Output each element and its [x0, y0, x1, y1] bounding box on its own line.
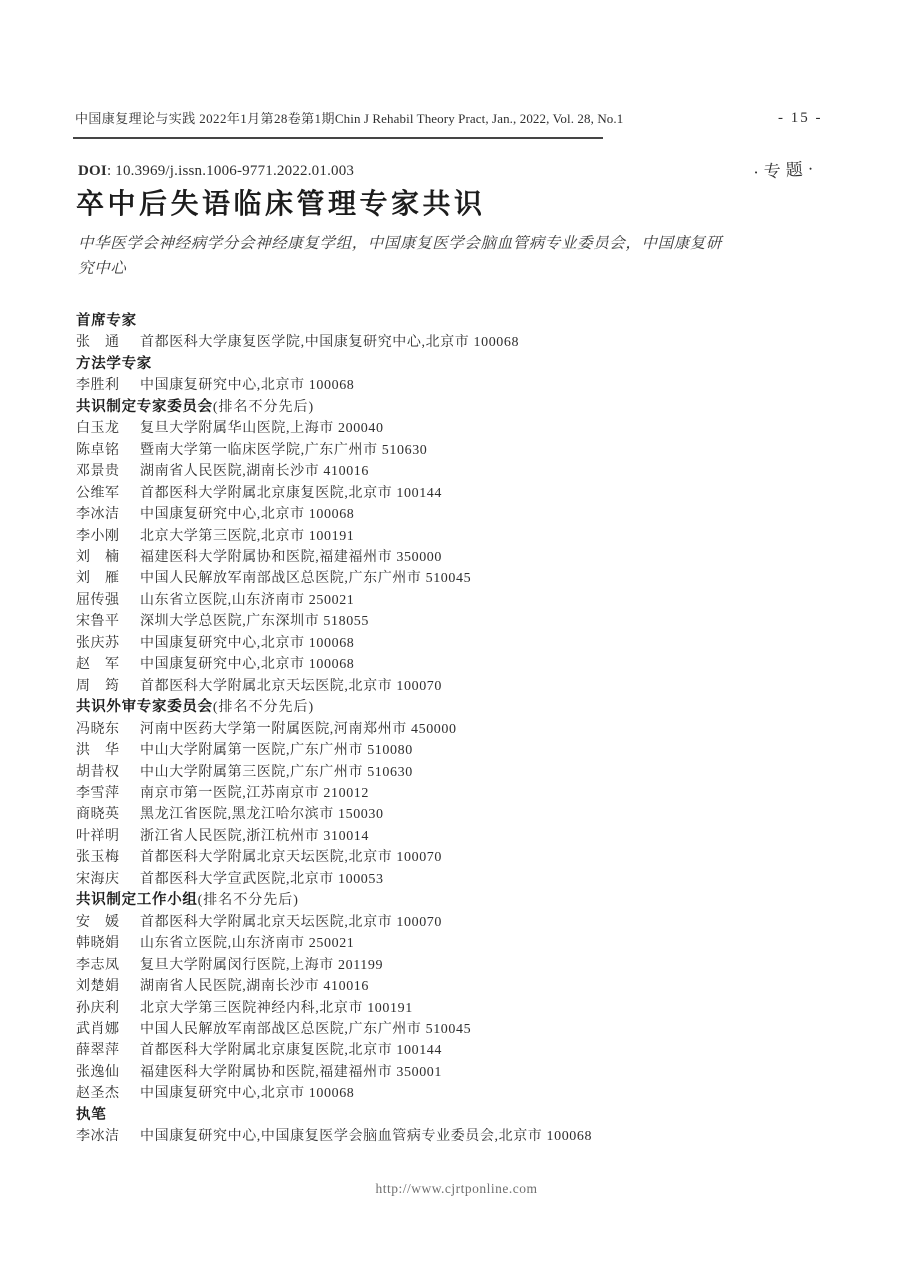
section-heading-text: 共识外审专家委员会 — [76, 699, 213, 716]
member-info: 湖南省人民医院,湖南长沙市 410016 — [140, 464, 369, 480]
member-name: 洪 华 — [76, 743, 120, 759]
member-row — [76, 762, 756, 783]
member-info: 福建医科大学附属协和医院,福建福州市 350000 — [140, 549, 442, 565]
member-name: 李小刚 — [76, 528, 120, 544]
member-info: 中山大学附属第三医院,广东广州市 510630 — [140, 764, 413, 780]
affiliation: 中华医学会神经病学分会神经康复学组，中国康复医学会脑血管病专业委员会，中国康复研究中心 — [78, 235, 723, 277]
doi-label: DOI — [78, 163, 107, 179]
member-info: 福建医科大学附属协和医院,福建福州市 350001 — [140, 1064, 442, 1080]
footer-url: http://www.cjrtponline.com — [375, 1181, 538, 1196]
journal-title-en: Chin J Rehabil Theory Pract, Jan., 2022, Vol. 28, No.1 — [334, 111, 624, 126]
member-row — [76, 1040, 756, 1061]
member-info: 中国康复研究中心,北京市 100068 — [140, 657, 355, 673]
member-row — [76, 633, 756, 654]
member-info: 首都医科大学康复医学院,中国康复研究中心,北京市 100068 — [140, 335, 520, 351]
member-info: 首都医科大学附属北京天坛医院,北京市 100070 — [140, 850, 442, 866]
member-name: 张 通 — [76, 335, 120, 351]
member-row — [76, 332, 756, 353]
member-name: 孙庆利 — [76, 1000, 120, 1016]
member-info: 北京大学第三医院,北京市 100191 — [140, 528, 355, 544]
member-name: 刘 楠 — [76, 549, 120, 565]
member-info: 山东省立医院,山东济南市 250021 — [140, 936, 355, 952]
member-row — [76, 955, 756, 976]
member-row — [76, 869, 756, 890]
member-info: 首都医科大学附属北京天坛医院,北京市 100070 — [140, 678, 442, 694]
member-name: 刘 雁 — [76, 571, 120, 587]
member-info: 暨南大学第一临床医学院,广东广州市 510630 — [140, 442, 428, 458]
member-row — [76, 998, 756, 1019]
member-info: 中国康复研究中心,北京市 100068 — [140, 1086, 355, 1102]
member-info: 深圳大学总医院,广东深圳市 518055 — [140, 614, 369, 630]
member-row — [76, 504, 756, 525]
member-name: 李志凤 — [76, 957, 120, 973]
member-row — [76, 526, 756, 547]
member-row — [76, 483, 756, 504]
member-info: 中国人民解放军南部战区总医院,广东广州市 510045 — [140, 571, 472, 587]
member-row — [76, 461, 756, 482]
section-heading-suffix: (排名不分先后) — [212, 700, 315, 716]
member-info: 黑龙江省医院,黑龙江哈尔滨市 150030 — [140, 807, 384, 823]
member-name: 商晓英 — [76, 807, 120, 823]
section-heading — [76, 890, 756, 911]
member-info: 首都医科大学附属北京康复医院,北京市 100144 — [140, 485, 442, 501]
member-row — [76, 804, 756, 825]
member-name: 张玉梅 — [76, 850, 120, 866]
roster — [76, 311, 756, 1148]
member-row — [76, 654, 756, 675]
member-name: 赵 军 — [76, 657, 120, 673]
section-heading-text: 方法学专家 — [76, 355, 152, 372]
member-name: 武肖娜 — [76, 1021, 120, 1037]
member-row — [76, 1019, 756, 1040]
member-row — [76, 440, 756, 461]
member-name: 赵圣杰 — [76, 1086, 120, 1102]
member-row — [76, 611, 756, 632]
article-title: 卒中后失语临床管理专家共识 — [76, 188, 486, 219]
member-row — [76, 418, 756, 439]
section-heading-text: 共识制定工作小组 — [76, 892, 198, 909]
member-name: 屈传强 — [76, 592, 120, 608]
section-heading-suffix: (排名不分先后) — [212, 399, 315, 415]
member-info: 河南中医药大学第一附属医院,河南郑州市 450000 — [140, 721, 457, 737]
member-info: 中山大学附属第一医院,广东广州市 510080 — [140, 743, 413, 759]
member-name: 李冰洁 — [76, 1129, 120, 1145]
member-name: 刘楚娟 — [76, 979, 120, 995]
member-row — [76, 847, 756, 868]
journal-title-cn: 中国康复理论与实践 2022年1月第28卷第1期 — [75, 111, 335, 126]
member-name: 邓景贵 — [76, 464, 120, 480]
member-info: 北京大学第三医院神经内科,北京市 100191 — [140, 1000, 413, 1016]
member-info: 山东省立医院,山东济南市 250021 — [140, 592, 355, 608]
section-heading — [76, 397, 756, 418]
member-row — [76, 933, 756, 954]
member-name: 李胜利 — [76, 378, 120, 394]
page-number: - 15 - — [778, 110, 823, 126]
member-name: 陈卓铭 — [76, 442, 120, 458]
doi-value: : 10.3969/j.issn.1006-9771.2022.01.003 — [106, 163, 355, 179]
member-name: 白玉龙 — [76, 421, 120, 437]
member-info: 中国人民解放军南部战区总医院,广东广州市 510045 — [140, 1021, 472, 1037]
member-info: 中国康复研究中心,北京市 100068 — [140, 507, 355, 523]
member-info: 湖南省人民医院,湖南长沙市 410016 — [140, 979, 369, 995]
member-row — [76, 740, 756, 761]
member-row — [76, 912, 756, 933]
member-name: 韩晓娟 — [76, 936, 120, 952]
member-row — [76, 783, 756, 804]
section-heading-text: 共识制定专家委员会 — [76, 398, 213, 415]
member-row — [76, 1083, 756, 1104]
doi-line — [78, 163, 354, 180]
member-name: 李冰洁 — [76, 507, 120, 523]
member-name: 周 筠 — [76, 678, 120, 694]
member-info: 浙江省人民医院,浙江杭州市 310014 — [140, 828, 369, 844]
section-heading — [76, 354, 756, 375]
member-row — [76, 568, 756, 589]
member-info: 南京市第一医院,江苏南京市 210012 — [140, 785, 369, 801]
member-info: 中国康复研究中心,北京市 100068 — [140, 378, 355, 394]
member-info: 首都医科大学宣武医院,北京市 100053 — [140, 871, 384, 887]
member-name: 安 媛 — [76, 914, 120, 930]
section-heading-text: 首席专家 — [76, 313, 137, 329]
member-name: 叶祥明 — [76, 828, 120, 844]
member-name: 宋鲁平 — [76, 614, 120, 630]
member-name: 薛翠萍 — [76, 1043, 120, 1059]
member-info: 中国康复研究中心,北京市 100068 — [140, 635, 355, 651]
member-name: 宋海庆 — [76, 871, 120, 887]
member-name: 张逸仙 — [76, 1064, 120, 1080]
member-info: 复旦大学附属华山医院,上海市 200040 — [140, 421, 384, 437]
header-rule — [73, 137, 603, 139]
section-heading — [76, 311, 756, 332]
member-row — [76, 375, 756, 396]
section-heading-suffix: (排名不分先后) — [197, 893, 299, 909]
member-row — [76, 719, 756, 740]
member-name: 公维军 — [76, 485, 120, 501]
section-heading-text: 执笔 — [76, 1106, 107, 1123]
member-name: 胡昔权 — [76, 764, 120, 780]
member-info: 首都医科大学附属北京天坛医院,北京市 100070 — [140, 914, 442, 930]
member-row — [76, 547, 756, 568]
running-head — [75, 109, 624, 129]
member-name: 张庆苏 — [76, 635, 120, 651]
column-tag: ·专题· — [752, 158, 820, 183]
member-info: 复旦大学附属闵行医院,上海市 201199 — [140, 957, 384, 973]
member-info: 首都医科大学附属北京康复医院,北京市 100144 — [140, 1043, 442, 1059]
section-heading — [76, 1105, 756, 1126]
member-row — [76, 590, 756, 611]
member-row — [76, 1062, 756, 1083]
member-row — [76, 1126, 756, 1147]
section-heading — [76, 697, 756, 718]
member-row — [76, 826, 756, 847]
member-row — [76, 676, 756, 697]
member-row — [76, 976, 756, 997]
member-name: 冯晓东 — [76, 721, 120, 737]
member-name: 李雪萍 — [76, 785, 120, 801]
member-info: 中国康复研究中心,中国康复医学会脑血管病专业委员会,北京市 100068 — [140, 1129, 593, 1145]
